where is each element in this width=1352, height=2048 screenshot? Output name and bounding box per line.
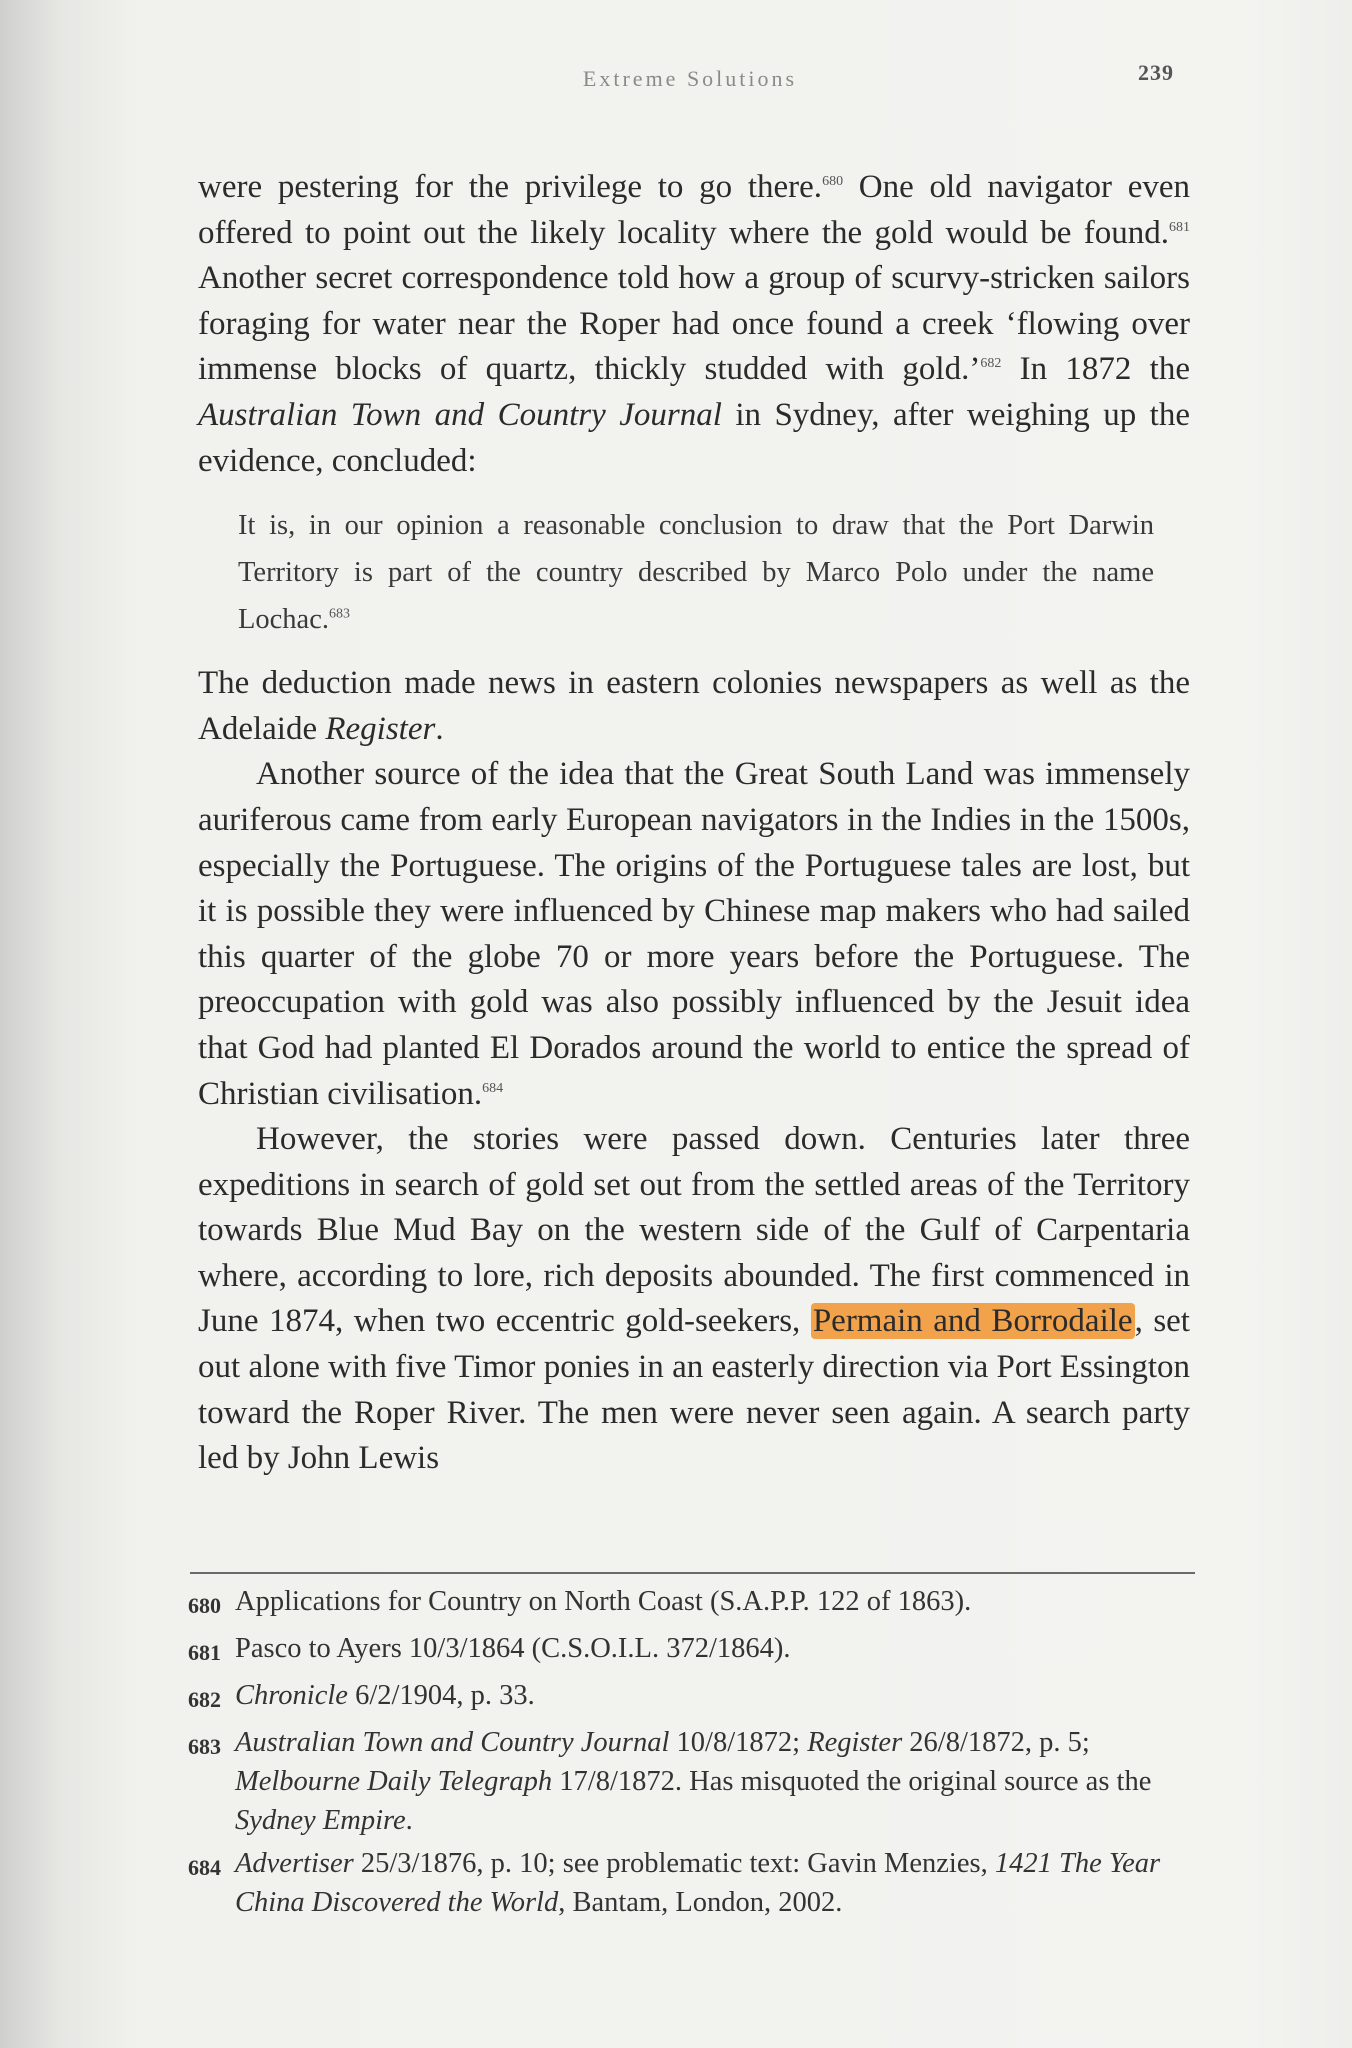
text-span: 17/8/1872. Has misquoted the original source as the: [552, 1766, 1152, 1797]
text-span: were pestering for the privilege to go there.: [198, 169, 823, 205]
source-title: Melbourne Daily Telegraph: [235, 1766, 553, 1797]
paragraph-3: [198, 752, 1190, 1117]
text-span: 25/3/1876, p. 10; see problematic text: Gavin Menzies,: [353, 1848, 995, 1879]
footnote-text: [235, 1723, 1198, 1840]
journal-title: Australian Town and Country Journal: [198, 396, 722, 433]
footnote-ref: 683: [328, 606, 350, 622]
footnote-number: 683: [188, 1734, 221, 1759]
text-span: Another secret correspondence told how a group of scurvy-stricken sailors foraging for water near the Roper had once found a creek ‘flowing over immense blocks of quartz, thickly studded with gold.’: [198, 260, 1190, 388]
text-span: .: [435, 710, 444, 747]
footnote-ref: 684: [482, 1080, 504, 1096]
quote-text: It is, in our opinion a reasonable conclusion to draw that the Port Darwin Territory is part of the country described by Marco Polo under the name Lochac.: [238, 510, 1154, 636]
footnote-ref: 681: [1169, 219, 1190, 235]
source-title: Register: [807, 1727, 903, 1758]
text-span: 6/2/1904, p. 33.: [347, 1680, 535, 1711]
footnote-683: [188, 1723, 1198, 1840]
paragraph-2: [198, 661, 1190, 752]
highlighted-names: Permain and Borrodaile: [812, 1303, 1133, 1340]
footnote-text: [235, 1676, 1198, 1719]
footnote-number: 682: [188, 1687, 221, 1712]
footnote-684: [188, 1844, 1198, 1922]
text-span: 26/8/1872, p. 5;: [902, 1727, 1090, 1758]
text-span: 10/8/1872;: [669, 1727, 808, 1758]
footnote-682: [188, 1676, 1198, 1719]
footnote-680: [188, 1582, 1198, 1625]
block-quote: [238, 502, 1154, 643]
source-title: Advertiser: [235, 1848, 354, 1879]
main-text: [198, 165, 1190, 1482]
text-span: The deduction made news in eastern colonies newspapers as well as the Adelaide: [198, 665, 1190, 747]
footnote-ref: 682: [980, 356, 1002, 372]
footnote-text: Pasco to Ayers 10/3/1864 (C.S.O.I.L. 372/1864).: [235, 1633, 791, 1664]
source-title: Sydney Empire: [235, 1805, 406, 1836]
text-span: in Sydney, after weighing up the evidence, concluded:: [198, 396, 1190, 479]
footnote-text: [235, 1844, 1198, 1922]
register-title: Register: [325, 710, 436, 747]
footnote-number: 680: [188, 1593, 221, 1618]
text-span: One old navigator even offered to point out the likely locality where the gold would be found.: [198, 169, 1190, 251]
running-head: Extreme Solutions: [582, 66, 798, 91]
text-span: .: [405, 1805, 413, 1836]
source-title: Australian Town and Country Journal: [235, 1727, 670, 1758]
text-span: However, the stories were passed down. Centuries later three expeditions in search of gold set out from the settled areas of the Territory towards Blue Mud Bay on the western side of the Gulf of Carpentaria where, according to lore, rich deposits abounded. The first commenced in June 1874, when two eccentric gold-seekers,: [198, 1121, 1190, 1340]
footnote-number: 681: [188, 1640, 221, 1665]
paragraph-4: [198, 1117, 1190, 1482]
footnote-ref: 680: [822, 174, 844, 189]
book-title: 1421 The Year China Discovered the World: [235, 1848, 1161, 1918]
text-span: Another source of the idea that the Great South Land was immensely auriferous came from early European navigators in the Indies in the 1500s, especially the Portuguese. The origins of the Portuguese tales are lost, but it is possible they were influenced by Chinese map makers who had sailed this quarter of the globe 70 or more years before the Portuguese. The preoccupation with gold was also possibly influenced by the Jesuit idea that God had planted El Dorados around the world to entice the spread of Christian civilisation.: [198, 756, 1190, 1112]
text-span: , set out alone with five Timor ponies in an easterly direction via Port Essington toward the Roper River. The men were never seen again. A search party led by John Lewis: [198, 1303, 1190, 1477]
page-number: 239: [1138, 60, 1174, 85]
footnotes: [188, 1582, 1198, 1926]
source-title: Chronicle: [235, 1680, 348, 1711]
footnote-text: Applications for Country on North Coast (S.A.P.P. 122 of 1863).: [235, 1586, 972, 1617]
footnote-number: 684: [188, 1855, 221, 1880]
paragraph-1: [198, 165, 1190, 484]
footnote-divider: [190, 1572, 1195, 1574]
footnote-681: [188, 1629, 1198, 1672]
text-span: , Bantam, London, 2002.: [558, 1887, 843, 1918]
text-span: In 1872 the: [1001, 351, 1190, 388]
